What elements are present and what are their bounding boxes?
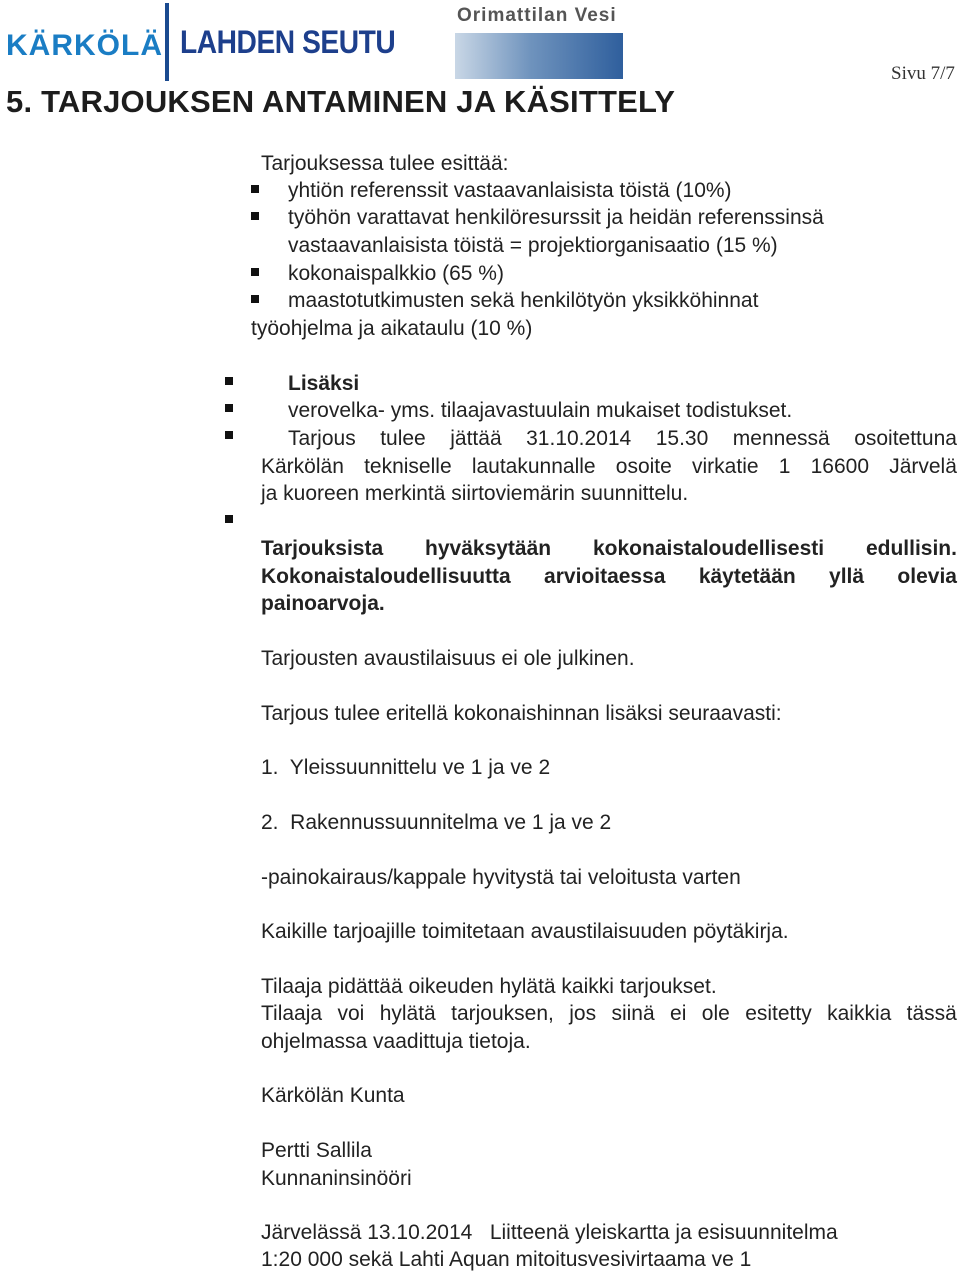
orimattilan-vesi-logo xyxy=(455,5,625,80)
lahden-seutu-logo: LAHDEN SEUTU xyxy=(180,24,396,60)
criteria-item: työhön varattavat henkilöresurssit ja heidän referenssinsä xyxy=(288,206,824,229)
orimattilan-vesi-logo-text: Orimattilan Vesi xyxy=(457,5,617,26)
bullet-icon xyxy=(251,295,259,303)
reject-all-text: Tilaaja pidättää oikeuden hylätä kaikki tarjoukset. xyxy=(261,975,717,998)
word: 31.10.2014 xyxy=(526,427,632,450)
word: 15.30 xyxy=(655,427,709,450)
item-construction-plan: 2. Rakennussuunnitelma ve 1 ja ve 2 xyxy=(261,811,612,834)
word: 1 xyxy=(778,455,791,478)
word: osoite xyxy=(615,455,672,478)
karkola-logo-text: KÄRKÖLÄ xyxy=(6,29,163,62)
evaluation-line-2 xyxy=(261,563,957,590)
word: Tarjous xyxy=(288,427,356,450)
word: Tarjouksista xyxy=(261,537,384,560)
word: 16600 xyxy=(810,455,870,478)
word: ei xyxy=(670,1002,687,1025)
bullet-icon xyxy=(225,515,233,523)
word: tekniselle xyxy=(364,455,452,478)
word: voi xyxy=(337,1002,365,1025)
criteria-item: työohjelma ja aikataulu (10 %) xyxy=(251,317,533,340)
deadline-line-3: ja kuoreen merkintä siirtoviemärin suunnittelu. xyxy=(261,482,689,505)
page-title: 5. TARJOUKSEN ANTAMINEN JA KÄSITTELY xyxy=(6,84,676,119)
bullet-icon xyxy=(251,185,259,193)
signature-org: Kärkölän Kunta xyxy=(261,1084,405,1107)
word: edullisin. xyxy=(865,537,957,560)
word: olevia xyxy=(897,565,957,588)
word: yllä xyxy=(829,565,865,588)
word: osoitettuna xyxy=(854,427,957,450)
word: hyväksytään xyxy=(425,537,552,560)
word: siinä xyxy=(611,1002,655,1025)
word: esitetty xyxy=(745,1002,812,1025)
reject-offer-line-2: ohjelmassa vaadittuja tietoja. xyxy=(261,1030,531,1053)
bullet-icon xyxy=(225,404,233,412)
word: Kärkölän xyxy=(261,455,344,478)
logo-divider xyxy=(165,3,169,81)
deadline-line-1 xyxy=(288,425,957,452)
word: arvioitaessa xyxy=(544,565,666,588)
signature-role: Kunnaninsinööri xyxy=(261,1167,412,1190)
bullet-icon xyxy=(225,377,233,385)
evaluation-line-1 xyxy=(261,535,957,562)
orimattilan-vesi-logo-graphic xyxy=(455,33,623,79)
word: mennessä xyxy=(732,427,830,450)
place-date-attachment: Järvelässä 13.10.2014 Liitteenä yleiskartta ja esisuunnitelma xyxy=(261,1221,838,1244)
word: virkatie xyxy=(692,455,759,478)
criteria-item: kokonaispalkkio (65 %) xyxy=(288,262,504,285)
word: tässä xyxy=(906,1002,957,1025)
word: tulee xyxy=(380,427,426,450)
word: Järvelä xyxy=(889,455,957,478)
word: käytetään xyxy=(698,565,796,588)
tax-certificates-text: verovelka- yms. tilaajavastuulain mukaiset todistukset. xyxy=(288,399,793,422)
opening-not-public: Tarjousten avaustilaisuus ei ole julkinen. xyxy=(261,647,635,670)
karkola-logo xyxy=(6,20,163,70)
word: kaikkia xyxy=(827,1002,892,1025)
deadline-line-2 xyxy=(261,453,957,480)
signature-name: Pertti Sallila xyxy=(261,1139,372,1162)
word: Tilaaja xyxy=(261,1002,323,1025)
word: ole xyxy=(701,1002,730,1025)
word: kokonaistaloudellisesti xyxy=(593,537,825,560)
extra-heading: Lisäksi xyxy=(288,372,360,395)
bullet-icon xyxy=(251,268,259,276)
word: hylätä xyxy=(379,1002,436,1025)
bullet-icon xyxy=(225,431,233,439)
minutes-text: Kaikille tarjoajille toimitetaan avaustilaisuuden pöytäkirja. xyxy=(261,920,789,943)
criteria-item: vastaavanlaisista töistä = projektiorganisaatio (15 %) xyxy=(288,234,778,257)
page-number: Sivu 7/7 xyxy=(891,63,955,84)
itemize-intro: Tarjous tulee eritellä kokonaishinnan lisäksi seuraavasti: xyxy=(261,702,782,725)
attachment-line-2: 1:20 000 sekä Lahti Aquan mitoitusvesivirtaama ve 1 xyxy=(261,1248,752,1271)
evaluation-line-3: painoarvoja. xyxy=(261,592,385,615)
drilling-text: -painokairaus/kappale hyvitystä tai veloitusta varten xyxy=(261,866,741,889)
bullet-icon xyxy=(251,212,259,220)
item-general-plan: 1. Yleissuunnittelu ve 1 ja ve 2 xyxy=(261,756,551,779)
criteria-item: maastotutkimusten sekä henkilötyön yksikköhinnat xyxy=(288,289,759,312)
word: tarjouksen, xyxy=(451,1002,554,1025)
intro-text: Tarjouksessa tulee esittää: xyxy=(261,152,509,175)
word: lautakunnalle xyxy=(471,455,596,478)
word: jättää xyxy=(450,427,502,450)
word: Kokonaistaloudellisuutta xyxy=(261,565,511,588)
reject-offer-line xyxy=(261,1000,957,1027)
criteria-item: yhtiön referenssit vastaavanlaisista töistä (10%) xyxy=(288,179,732,202)
word: jos xyxy=(569,1002,597,1025)
